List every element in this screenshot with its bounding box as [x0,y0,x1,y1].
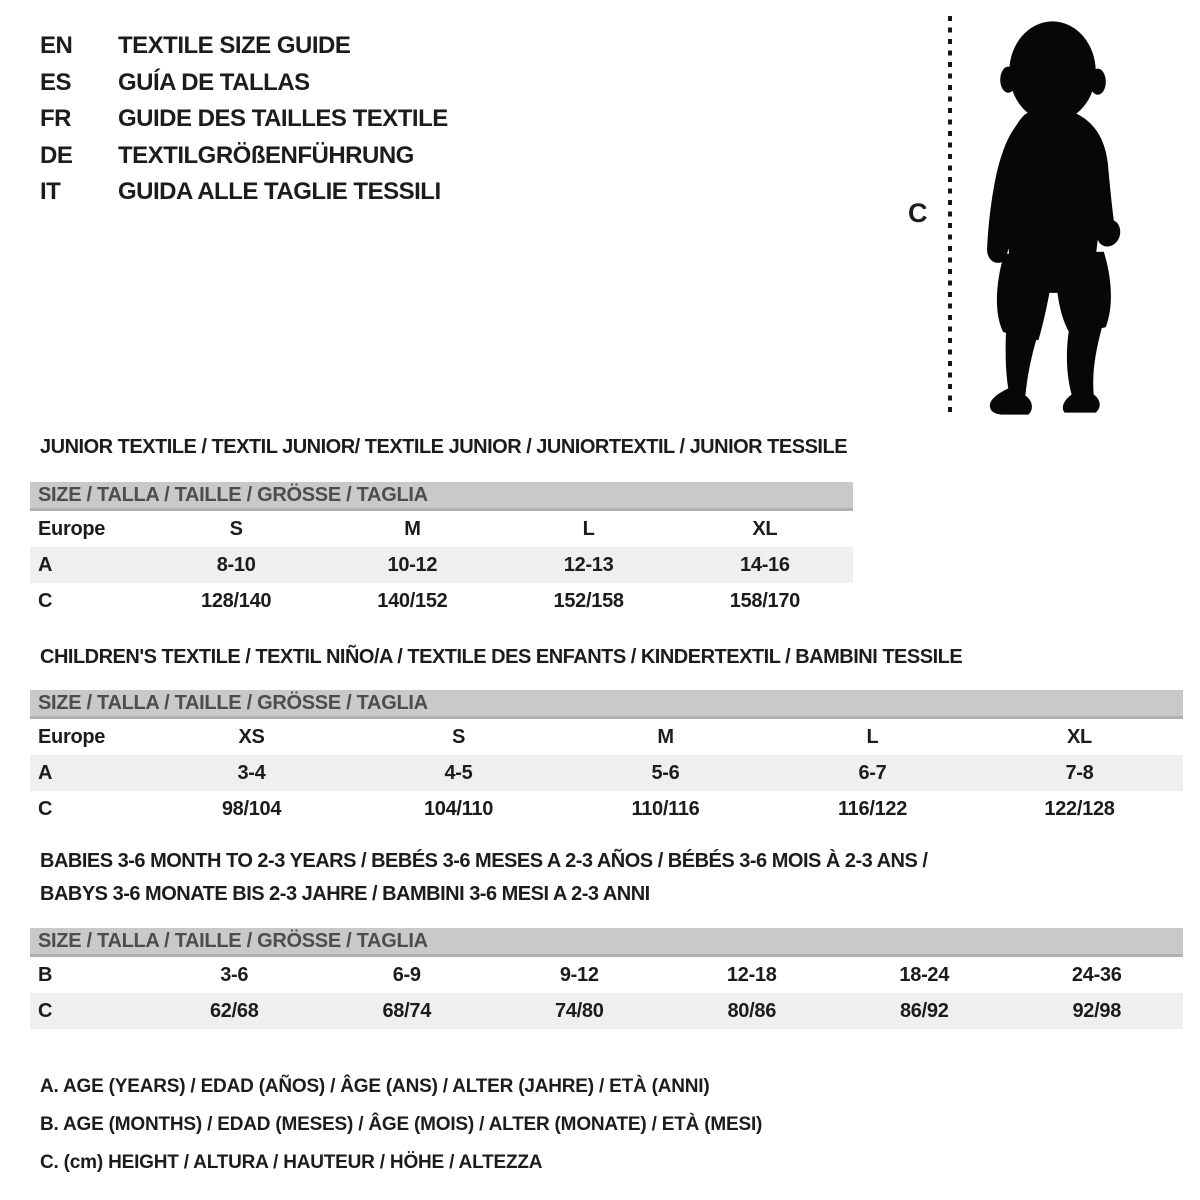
language-code: FR [40,105,71,132]
language-row [40,65,448,102]
toddler-silhouette-icon [964,14,1140,422]
height-cell: 68/74 [382,999,432,1022]
language-title-list [40,28,448,211]
size-table-header: SIZE / TALLA / TAILLE / GRÖSSE / TAGLIA [30,690,1183,719]
junior-size-table [30,482,853,619]
language-row [40,138,448,175]
size-cell: S [451,725,466,748]
size-cell: S [229,517,243,540]
babies-section-title-line2: BABYS 3-6 MONATE BIS 2-3 JAHRE / BAMBINI 3-6 MESI A 2-3 ANNI [40,883,650,905]
age-cell: 24-36 [1071,963,1122,986]
age-cell: 9-12 [559,963,599,986]
size-cell: XS [238,725,265,748]
size-cell: M [404,517,421,540]
height-cell: 152/158 [553,589,624,612]
guide-title: GUÍA DE TALLAS [118,68,310,96]
height-measure-label: C [908,198,928,228]
height-figure [880,0,1200,440]
language-code: DE [40,141,73,169]
table-row-height [30,583,853,619]
age-cell: 3-4 [237,761,266,784]
legend-age-months: B. AGE (MONTHS) / EDAD (MESES) / ÂGE (MOIS) / ALTER (MONATE) / ETÀ (MESI) [40,1114,763,1135]
height-cell: 158/170 [729,589,800,612]
guide-title: GUIDA ALLE TAGLIE TESSILI [118,178,441,205]
height-cell: 86/92 [899,999,949,1022]
language-code: EN [40,32,73,59]
age-cell: 12-13 [563,553,614,576]
height-cell: 104/110 [423,797,494,820]
age-cell: 6-7 [858,761,887,784]
table-row-age-months [30,957,1183,993]
height-dashed-line [948,16,952,418]
age-cell: 7-8 [1065,761,1094,784]
size-cell: L [866,725,879,748]
table-row-europe [30,719,1183,755]
row-label: Europe [38,725,106,748]
row-label: C [38,999,53,1022]
age-cell: 12-18 [726,963,777,986]
table-row-height [30,791,1183,827]
size-cell: L [582,517,595,540]
guide-title: GUIDE DES TAILLES TEXTILE [118,105,448,132]
table-row-age [30,547,853,583]
row-label: B [38,963,53,986]
row-label: A [38,553,53,576]
children-size-table [30,690,1183,827]
language-row [40,28,448,65]
height-cell: 98/104 [221,797,282,820]
height-cell: 122/128 [1044,797,1115,820]
height-cell: 92/98 [1072,999,1122,1022]
language-row [40,174,448,211]
age-cell: 3-6 [220,963,249,986]
row-label: C [38,797,53,820]
age-cell: 10-12 [387,553,438,576]
height-cell: 116/122 [837,797,908,820]
language-code: IT [40,178,61,205]
babies-section-title-line1: BABIES 3-6 MONTH TO 2-3 YEARS / BEBÉS 3-6 MESES A 2-3 AÑOS / BÉBÉS 3-6 MOIS À 2-3 ANS / [40,850,928,872]
age-cell: 6-9 [392,963,421,986]
guide-title: TEXTILE SIZE GUIDE [118,32,351,59]
table-row-height [30,993,1183,1029]
height-cell: 62/68 [209,999,259,1022]
age-cell: 18-24 [899,963,950,986]
legend-age-years: A. AGE (YEARS) / EDAD (AÑOS) / ÂGE (ANS) / ALTER (JAHRE) / ETÀ (ANNI) [40,1076,710,1097]
guide-title: TEXTILGRÖßENFÜHRUNG [118,141,414,169]
children-section-title: CHILDREN'S TEXTILE / TEXTIL NIÑO/A / TEXTILE DES ENFANTS / KINDERTEXTIL / BAMBINI TESSILE [40,646,963,668]
size-cell: XL [1067,725,1092,748]
babies-size-table [30,928,1183,1029]
language-code: ES [40,68,72,96]
age-cell: 8-10 [216,553,256,576]
row-label: A [38,761,53,784]
table-row-europe [30,511,853,547]
table-row-age [30,755,1183,791]
language-row [40,101,448,138]
height-cell: 74/80 [554,999,604,1022]
height-cell: 110/116 [631,797,700,820]
row-label: C [38,589,53,612]
age-cell: 5-6 [651,761,680,784]
age-cell: 14-16 [740,553,790,576]
measure-legend [40,1068,762,1182]
legend-height-cm: C. (cm) HEIGHT / ALTURA / HAUTEUR / HÖHE / ALTEZZA [40,1152,543,1173]
size-table-header: SIZE / TALLA / TAILLE / GRÖSSE / TAGLIA [30,928,1183,957]
size-cell: XL [752,517,778,540]
age-cell: 4-5 [444,761,473,784]
size-table-header: SIZE / TALLA / TAILLE / GRÖSSE / TAGLIA [30,482,853,511]
height-cell: 80/86 [727,999,777,1022]
height-cell: 140/152 [377,589,448,612]
size-cell: M [657,725,674,748]
junior-section-title: JUNIOR TEXTILE / TEXTIL JUNIOR/ TEXTILE JUNIOR / JUNIORTEXTIL / JUNIOR TESSILE [40,436,848,458]
height-cell: 128/140 [201,589,272,612]
row-label: Europe [38,517,106,540]
